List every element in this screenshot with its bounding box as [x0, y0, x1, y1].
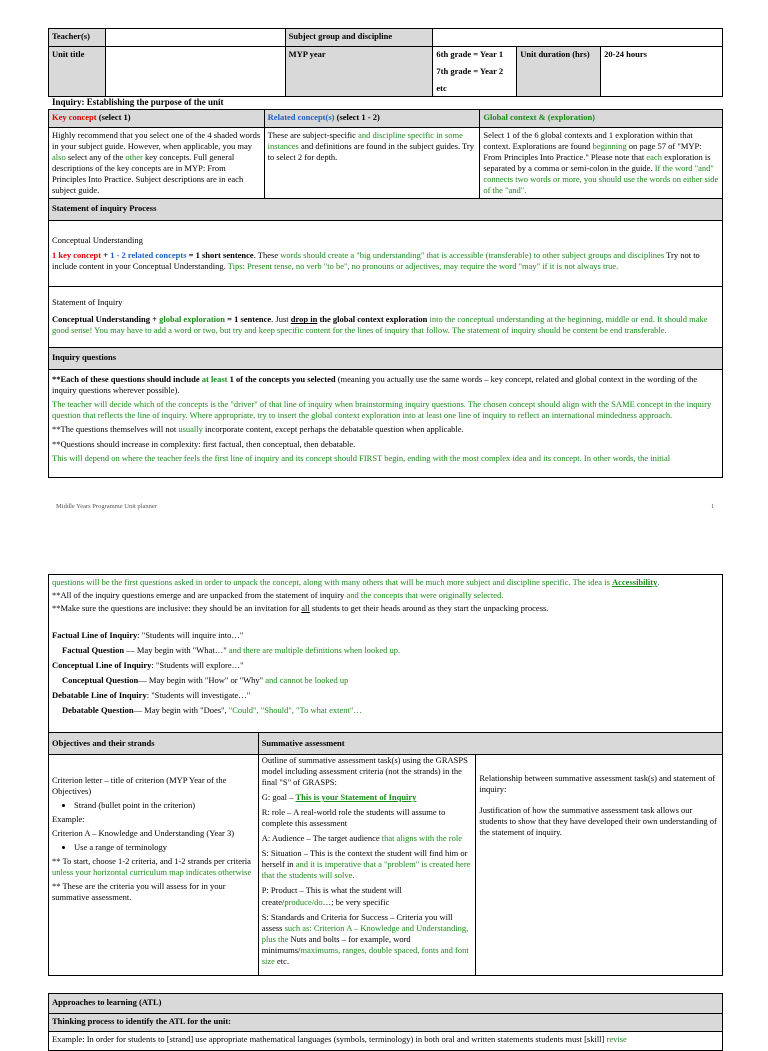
atl-header: Approaches to learning (ATL) — [49, 994, 723, 1014]
key-concept-cell: Highly recommend that you select one of the 4 shaded words in your subject guide. However, when applicable, you may also select any of the other key concepts. Full general descriptions of the key concepts are in MYP: From Principles Into Practice. Subject descriptions are in each subject guide. — [49, 128, 265, 199]
inquiry-questions-header: Inquiry questions — [49, 348, 723, 370]
summative-header: Summative assessment — [258, 733, 722, 755]
footer-page-number: 1 — [711, 503, 715, 510]
statement-of-inquiry-cell: Statement of Inquiry Conceptual Understanding + global exploration = 1 sentence. Just drop in the global context exploration into the conceptual understanding at the beginning, middle or end. It should make good sense! You may have to add a word or two, but try and keep specific content for the lines of inquiry that follow. The statement of inquiry should be content be end transferable. — [49, 287, 723, 348]
related-concepts-header: Related concept(s) (select 1 - 2) — [264, 110, 480, 128]
myp-year-value — [433, 47, 517, 97]
objectives-cell: Criterion letter – title of criterion (MYP Year of the Objectives) • Strand (bullet point in the criterion) Example: Criterion A – Knowledge and Understanding (Year 3) • Use a range of terminology ** To start, choose 1-2 criteria, and 1-2 strands per criteria unless your horizontal curriculum map indicates otherwise ** These are the criteria you will assess for in your summative assessment. — [49, 755, 259, 976]
unit-title-label: Unit title — [49, 47, 106, 97]
global-context-header: Global context & (exploration) — [480, 110, 723, 128]
subject-value[interactable] — [433, 29, 723, 47]
global-context-cell: Select 1 of the 6 global contexts and 1 exploration within that context. Explorations are found beginning on page 57 of "MYP: From Principles Into Practice." Please note that each exploration is separated by a comma or semi-colon in the guide. If the word "and" connects two words or more, you should use the words on either side of the "and". — [480, 128, 723, 199]
factual-line-label: Factual Line of Inquiry — [52, 630, 138, 641]
relationship-cell: Relationship between summative assessment task(s) and statement of inquiry: Justification of how the summative assessment task allows our students to show that they have developed their own understanding of the statement of inquiry. — [476, 755, 723, 976]
si-heading: Statement of Inquiry — [52, 297, 123, 308]
soi-process-header: Statement of inquiry Process — [49, 199, 723, 221]
teacher-label: Teacher(s) — [49, 29, 106, 47]
grade-7: 7th grade = Year 2 — [436, 66, 504, 77]
conceptual-understanding-cell: Conceptual Understanding 1 key concept + 1 - 2 related concepts = 1 short sentence. These words should create a "big understanding" that is accessible (transferable) to other subject groups and disciplines Try not to include content in your Conceptual Understanding. Tips: Present tense, no verb "to be", no pronouns or adjectives, may require the word "may" if it is not always true. — [49, 221, 723, 287]
unit-title-value[interactable] — [105, 47, 285, 97]
inquiry-heading: Inquiry: Establishing the purpose of the unit — [52, 97, 224, 107]
conceptual-line-label: Conceptual Line of Inquiry — [52, 660, 152, 671]
unit-duration-label: Unit duration (hrs) — [517, 47, 601, 97]
debatable-line-label: Debatable Line of Inquiry — [52, 690, 147, 701]
myp-year-label: MYP year — [285, 47, 433, 97]
objectives-assessment-table — [48, 732, 723, 1051]
atl-process-header: Thinking process to identify the ATL for the unit: — [49, 1014, 723, 1032]
grade-6: 6th grade = Year 1 — [436, 49, 504, 59]
inquiry-questions-cell: **Each of these questions should include at least 1 of the concepts you selected (meaning you actually use the same words – key concept, related and global context in the wording of the inquiry questions wherever possible). The teacher will decide which of the concepts is the "driver" of that line of inquiry when brainstorming inquiry questions. The chosen concept should align with the SAME concept in the inquiry question that reflects the line of inquiry. Where appropriate, try to insert the global context exploration into at least one line of inquiry to reflect an international mindedness approach. **The questions themselves will not usually incorporate content, except perhaps the debatable question when applicable. **Questions should increase in complexity: first factual, then conceptual, then debatable. This will depend on where the teacher feels the first line of inquiry and its concept should FIRST begin, ending with the most complex idea and its concept. In other words, the initial — [49, 370, 723, 478]
inquiry-questions-continued — [48, 574, 723, 735]
footer-title: Middle Years Programme Unit planner — [56, 503, 157, 510]
key-concept-header: Key concept (select 1) — [49, 110, 265, 128]
cu-heading: Conceptual Understanding — [52, 235, 143, 246]
related-concepts-cell: These are subject-specific and discipline specific in some instances and definitions are found in the subject guides. Try to select 2 for depth. — [264, 128, 480, 199]
objectives-header: Objectives and their strands — [49, 733, 259, 755]
grade-etc: etc — [436, 83, 447, 94]
unit-duration-value: 20-24 hours — [601, 47, 723, 97]
inquiry-continued-cell: questions will be the first questions asked in order to unpack the concept, along with many others that will be much more subject and discipline specific. The idea is Accessibility. **All of the inquiry questions emerge and are unpacked from the statement of inquiry and the concepts that were originally selected. **Make sure the questions are inclusive: they should be an invitation for all students to get their heads around as they start the unpacking process. Factual Line of Inquiry: "Students will inquire into…" Factual Question — May begin with "What…" and there are multiple definitions when looked up. Conceptual Line of Inquiry: "Students will explore…" Conceptual Question— May begin with "How" or "Why" and cannot be looked up Debatable Line of Inquiry: "Students will investigate…" Debatable Question— May begin with "Does", "Could", "Should", "To what extent"… — [49, 575, 723, 735]
teacher-value[interactable] — [105, 29, 285, 47]
spacer-row — [49, 976, 723, 994]
summative-grasps-cell: Outline of summative assessment task(s) using the GRASPS model including assessment criteria (not the strands) in the final "S" of GRASPS: G: goal – This is your Statement of Inquiry R: role – A real-world role the students will assume to complete this assessment A: Audience – The target audience that aligns with the role S: Situation – This is the context the student will find him or herself in and it is imperative that a "problem" is created here that the students will solve. P: Product – This is what the student will create/produce/do…; be very specific S: Standards and Criteria for Success – Criteria you will assess such as: Criterion A – Knowledge and Understanding, plus the Nuts and bolts – for example, word minimums/maximums, ranges, double spaced, fonts and font size etc. — [258, 755, 476, 976]
page-2 — [0, 560, 768, 1044]
page-1 — [0, 0, 768, 520]
atl-example-cell: Example: In order for students to [strand] use appropriate mathematical languages (symbols, terminology) in both oral and written statements students must [skill] revise — [49, 1032, 723, 1051]
unit-header-table — [48, 28, 723, 97]
subject-label: Subject group and discipline — [285, 29, 433, 47]
inquiry-table — [48, 109, 723, 478]
